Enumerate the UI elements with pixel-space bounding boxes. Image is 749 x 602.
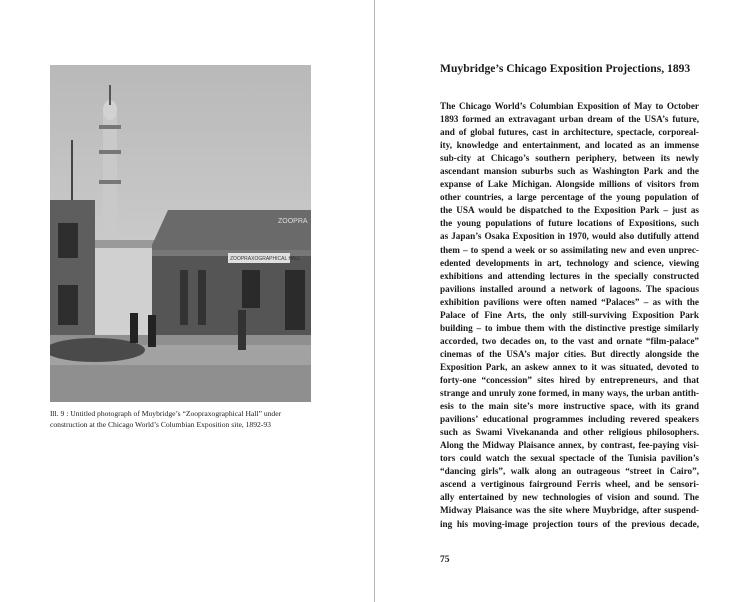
body-line: exhibitions and attending lectures in the specially constructed [440, 270, 699, 281]
body-line: Palace of Fine Arts, the only still-surviving Exposition Park [440, 309, 699, 320]
body-line: as Japan’s Osaka Exposition in 1970, would also dutifully attend [440, 231, 699, 242]
body-line: esis to the main site’s more instructive space, with its grand [440, 401, 699, 412]
body-line: the USA would be dispatched to the Exposition Park – just as [440, 205, 699, 216]
caption-line: Ill. 9 : Untitled photograph of Muybridge’s “Zoopraxographical Hall” under [50, 409, 282, 418]
photo-banner-text: ZOOPRAXOGRAPHICAL HALL [230, 256, 301, 262]
body-line: them – to spend a week or so assimilating new and even unprec- [440, 244, 699, 255]
body-line: Exposition Park, an askew annex to it was situated, devoted to [440, 361, 699, 372]
figure-caption [50, 408, 340, 430]
body-line: pavilions installed around a network of lagoons. The spacious [440, 283, 699, 294]
body-line: pavilions’ educational programmes including revered speakers [440, 414, 699, 425]
body-line: ity, knowledge and entertainment, and located as an immense [440, 140, 699, 151]
caption-line: construction at the Chicago World’s Columbian Exposition site, 1892-93 [50, 420, 271, 429]
body-line: edented developments in art, technology and science, viewing [440, 257, 699, 268]
body-text [440, 100, 699, 531]
page-gutter [374, 0, 375, 602]
body-line: Along the Midway Plaisance annex, by contrast, fee-paying visi- [440, 440, 699, 451]
body-line: exhibition pavilions were often named “Palaces” – as with the [440, 296, 699, 307]
body-line: ing his moving-image projection tours of the previous decade, [440, 518, 699, 529]
body-line: cinemas of the USA’s major cities. But directly alongside the [440, 348, 699, 359]
body-line: ascend a vertiginous fairground Ferris wheel, and be sensori- [440, 479, 699, 490]
body-line: such as Swami Vivekananda and other religious philosophers. [440, 427, 699, 438]
body-line: accorded, two decades on, to the vast and ornate “film-palace” [440, 335, 699, 346]
body-line: expanse of Lake Michigan. Alongside millions of visitors from [440, 179, 699, 190]
body-line: 1893 formed an extravagant urban dream of the USA’s future, [440, 114, 699, 125]
body-line: tors could watch the sexual spectacle of the Tunisia pavilion’s [440, 453, 699, 464]
photo-sign-text: ZOOPRA [278, 218, 308, 225]
body-line: other countries, a large percentage of the young population of [440, 192, 699, 203]
body-line: forty-one “concession” sites hired by entrepreneurs, and that [440, 374, 699, 385]
body-line: sub-city at Chicago’s southern periphery, between its newly [440, 153, 699, 164]
historical-photograph [50, 65, 311, 402]
page-number: 75 [440, 555, 450, 565]
body-line: and of global futures, cast in architecture, spectacle, corporeal- [440, 127, 699, 138]
body-line: “dancing girls”, walk along an outrageous “street in Cairo”, [440, 466, 699, 477]
body-line: the young populations of future locations of Expositions, such [440, 218, 699, 229]
body-line: strange and unruly zone formed, in many ways, the urban antith- [440, 388, 699, 399]
body-line: ascendant mansion suburbs such as Washington Park and the [440, 166, 699, 177]
body-line: The Chicago World’s Columbian Exposition of May to October [440, 101, 699, 111]
body-line: building – to imbue them with the distinctive prestige similarly [440, 322, 699, 333]
body-line: ally entertained by new technologies of vision and sound. The [440, 492, 699, 503]
section-title: Muybridge’s Chicago Exposition Projections, 1893 [440, 62, 691, 75]
body-line: Midway Plaisance was the site where Muybridge, after suspend- [440, 505, 699, 516]
